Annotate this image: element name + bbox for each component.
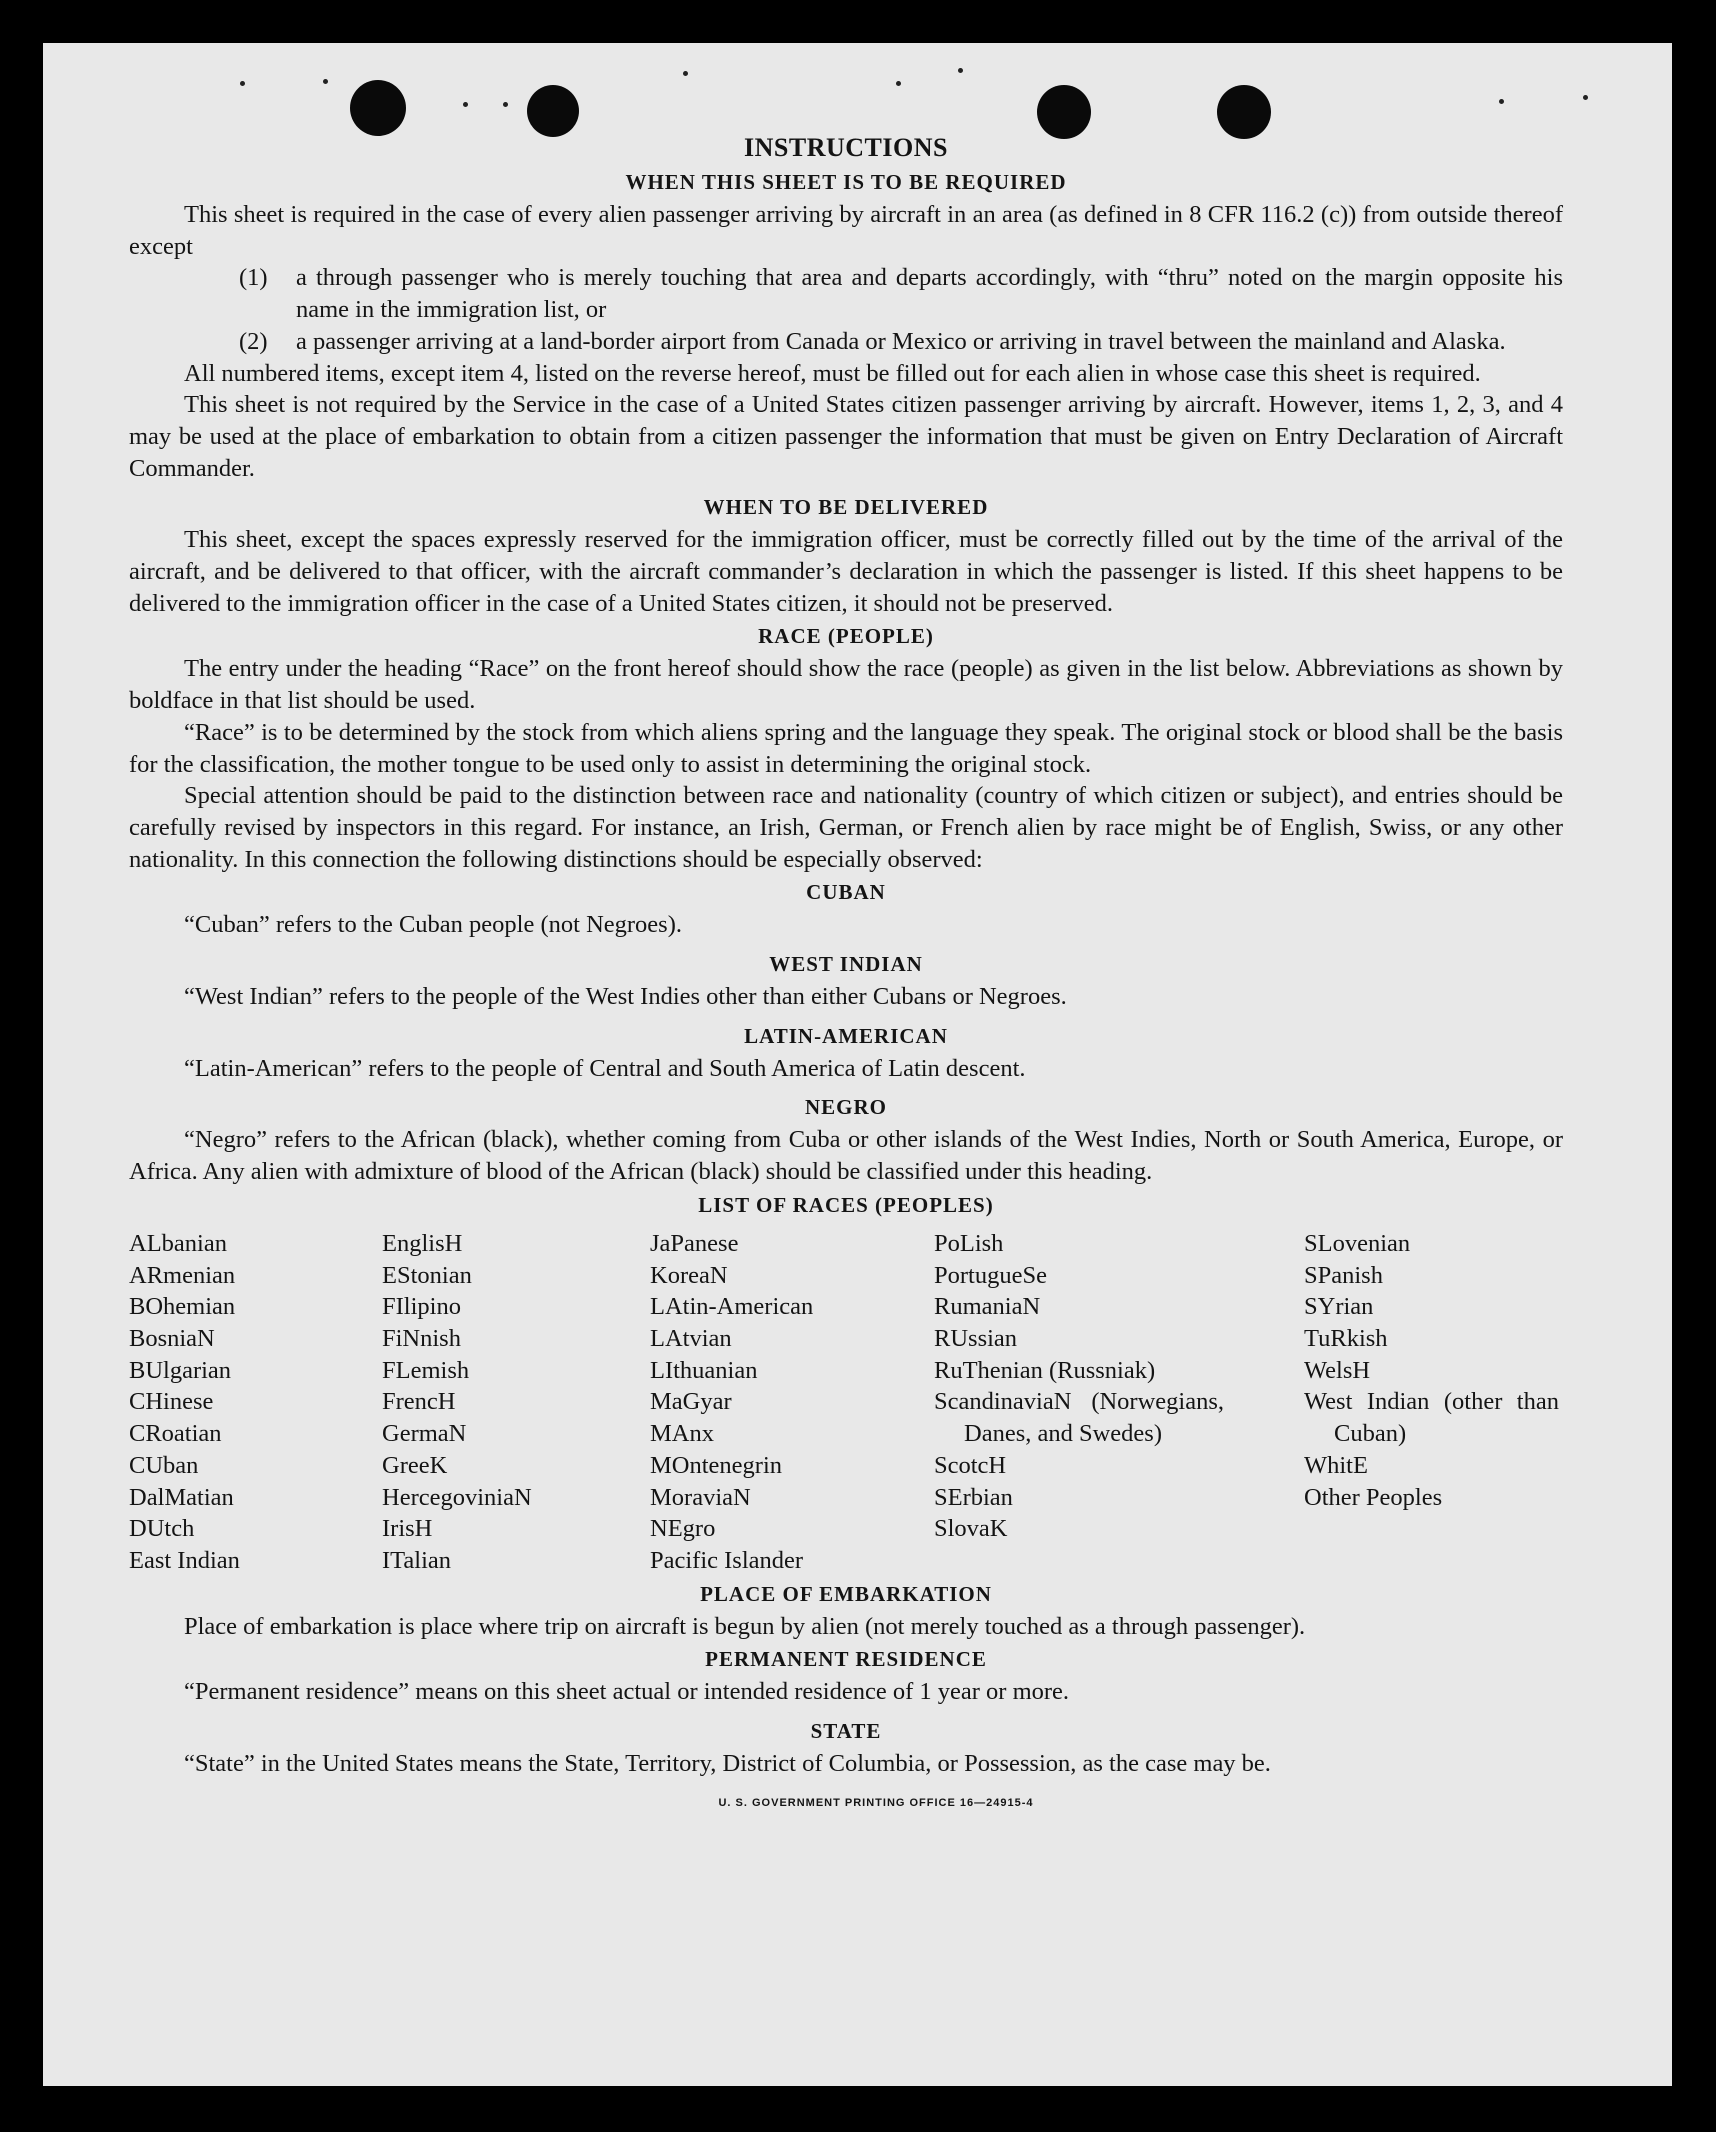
race-entry: BosniaN — [129, 1324, 215, 1352]
race-entry: SErbian — [934, 1483, 1013, 1511]
race-entry: SPanish — [1304, 1261, 1383, 1289]
race-entry: JaPanese — [650, 1229, 739, 1257]
race-entry: HercegoviniaN — [382, 1483, 532, 1511]
race-entry: ScandinaviaN (Norwegians, Danes, and Swedes) — [934, 1388, 1224, 1448]
race-entry: LIthuanian — [650, 1356, 758, 1384]
races-column — [129, 1228, 382, 1577]
race-entry: ITalian — [382, 1546, 452, 1574]
cuban-text: “Cuban” refers to the Cuban people (not Negroes). — [184, 911, 682, 939]
races-column — [934, 1228, 1224, 1577]
latin-american-text: “Latin-American” refers to the people of Central and South America of Latin descent. — [184, 1054, 1026, 1082]
race-entry: SLovenian — [1304, 1229, 1411, 1257]
state-text: “State” in the United States means the State, Territory, District of Columbia, or Possession, as the case may be. — [184, 1750, 1271, 1778]
section-heading-negro: NEGRO — [804, 1095, 887, 1120]
exception-number: (2) — [239, 327, 268, 355]
section-heading-state: STATE — [810, 1719, 882, 1744]
speck — [240, 81, 245, 86]
races-list — [129, 1228, 1563, 1577]
race-entry: EStonian — [382, 1261, 472, 1289]
section-heading-residence: PERMANENT RESIDENCE — [705, 1647, 987, 1672]
section-heading-when-delivered: WHEN TO BE DELIVERED — [703, 495, 989, 520]
speck — [323, 79, 328, 84]
punch-hole — [350, 80, 406, 136]
section-heading-list-of-races: LIST OF RACES (PEOPLES) — [698, 1192, 994, 1217]
race-entry: DalMatian — [129, 1483, 234, 1511]
race-entry: FLemish — [382, 1356, 470, 1384]
race-entry: CRoatian — [129, 1420, 222, 1448]
race-entry: GermaN — [382, 1420, 467, 1448]
race-entry: KoreaN — [650, 1261, 728, 1289]
section-heading-cuban: CUBAN — [806, 880, 886, 905]
race-entry: FIlipino — [382, 1293, 461, 1321]
race-entry: MoraviaN — [650, 1483, 751, 1511]
race-entry: IrisH — [382, 1515, 433, 1543]
race-entry: RUssian — [934, 1324, 1018, 1352]
section-heading-embarkation: PLACE OF EMBARKATION — [700, 1581, 992, 1606]
speck — [1583, 95, 1588, 100]
race-paragraph-1: The entry under the heading “Race” on the front hereof should show the race (people) as given in the list below. Abbreviations as shown by boldface in that list should be used. — [129, 655, 1563, 715]
race-entry: RumaniaN — [934, 1293, 1041, 1321]
west-indian-text: “West Indian” refers to the people of the West Indies other than either Cubans or Negroes. — [184, 983, 1067, 1011]
race-entry: MaGyar — [650, 1388, 732, 1416]
exception-item-1 — [129, 262, 1563, 325]
exception-text: a passenger arriving at a land-border airport from Canada or Mexico or arriving in travel between the mainland and Alaska. — [296, 327, 1506, 355]
residence-text: “Permanent residence” means on this sheet actual or intended residence of 1 year or more. — [184, 1678, 1070, 1706]
speck — [503, 102, 508, 107]
race-entry: FrencH — [382, 1388, 456, 1416]
race-entry: RuThenian (Russniak) — [934, 1356, 1156, 1384]
race-entry: WelsH — [1304, 1356, 1371, 1384]
race-paragraph-2: “Race” is to be determined by the stock from which aliens spring and the language they speak. The original stock or blood shall be the basis for the classification, the mother tongue to be used only to assist in determining the original stock. — [129, 718, 1563, 778]
speck — [1499, 99, 1504, 104]
race-entry: PortugueSe — [934, 1261, 1047, 1289]
race-entry: WhitE — [1304, 1451, 1368, 1479]
race-entry: ScotcH — [934, 1451, 1007, 1479]
race-entry: ALbanian — [129, 1229, 227, 1257]
race-entry: MAnx — [650, 1420, 714, 1448]
negro-text: “Negro” refers to the African (black), whether coming from Cuba or other islands of the West Indies, North or South America, Europe, or Africa. Any alien with admixture of blood of the African (black) should be classified under this heading. — [129, 1126, 1563, 1186]
page-title: INSTRUCTIONS — [744, 133, 948, 162]
races-column — [382, 1228, 650, 1577]
race-entry: Other Peoples — [1304, 1483, 1443, 1511]
race-entry: CUban — [129, 1451, 199, 1479]
printer-imprint: U. S. GOVERNMENT PRINTING OFFICE 16—24915-4 — [718, 1796, 1034, 1809]
race-entry: LAtvian — [650, 1324, 732, 1352]
exception-number: (1) — [239, 264, 268, 292]
section-heading-race: RACE (PEOPLE) — [758, 624, 934, 649]
when-required-intro: This sheet is required in the case of every alien passenger arriving by aircraft in an area (as defined in 8 CFR 116.2 (c)) from outside thereof except — [129, 201, 1563, 260]
document-content — [129, 131, 1563, 1819]
speck — [958, 68, 963, 73]
section-heading-when-required: WHEN THIS SHEET IS TO BE REQUIRED — [625, 170, 1067, 194]
race-entry: FiNnish — [382, 1324, 461, 1352]
race-entry: SlovaK — [934, 1515, 1008, 1543]
race-entry: NEgro — [650, 1515, 716, 1543]
race-entry: EnglisH — [382, 1229, 463, 1257]
document-sheet — [43, 43, 1672, 2086]
exception-text: a through passenger who is merely touching that area and departs accordingly, with “thru” noted on the margin opposite his name in the immigration list, or — [296, 264, 1563, 324]
race-entry: ARmenian — [129, 1261, 236, 1289]
punch-hole — [527, 85, 579, 137]
race-entry: East Indian — [129, 1546, 240, 1574]
races-column — [1304, 1228, 1559, 1577]
race-entry: BOhemian — [129, 1293, 236, 1321]
race-entry: West Indian (other than Cuban) — [1304, 1388, 1559, 1448]
when-required-paragraph-3: This sheet is not required by the Service in the case of a United States citizen passenger arriving by aircraft. However, items 1, 2, 3, and 4 may be used at the place of embarkation to obtain from a citizen passenger the information that must be given on Entry Declaration of Aircraft Commander. — [129, 391, 1563, 482]
race-entry: BUlgarian — [129, 1356, 232, 1384]
races-column — [650, 1228, 934, 1577]
speck — [896, 81, 901, 86]
speck — [683, 71, 688, 76]
race-entry: TuRkish — [1304, 1324, 1388, 1352]
speck — [463, 102, 468, 107]
when-required-paragraph-2: All numbered items, except item 4, listed on the reverse hereof, must be filled out for each alien in whose case this sheet is required. — [184, 359, 1481, 387]
section-heading-west-indian: WEST INDIAN — [769, 952, 923, 977]
race-entry: PoLish — [934, 1229, 1004, 1257]
race-paragraph-3: Special attention should be paid to the distinction between race and nationality (country of which citizen or subject), and entries should be carefully revised by inspectors in this regard. For instance, an Irish, German, or French alien by race might be of English, Swiss, or any other nationality. In this connection the following distinctions should be especially observed: — [129, 782, 1563, 873]
race-entry: GreeK — [382, 1451, 448, 1479]
when-delivered-text: This sheet, except the spaces expressly reserved for the immigration officer, must be correctly filled out by the time of the arrival of the aircraft, and be delivered to that officer, with the aircraft commander’s declaration in which the passenger is listed. If this sheet happens to be delivered to the immigration officer in the case of a United States citizen, it should not be preserved. — [129, 526, 1563, 617]
section-heading-latin-american: LATIN-AMERICAN — [744, 1023, 948, 1048]
race-entry: DUtch — [129, 1515, 195, 1543]
exception-item-2 — [129, 326, 1563, 358]
race-entry: SYrian — [1304, 1293, 1374, 1321]
race-entry: CHinese — [129, 1388, 214, 1416]
race-entry: Pacific Islander — [650, 1546, 804, 1574]
embarkation-text: Place of embarkation is place where trip on aircraft is begun by alien (not merely touched as a through passenger). — [184, 1612, 1306, 1640]
race-entry: MOntenegrin — [650, 1451, 782, 1479]
race-entry: LAtin-American — [650, 1293, 814, 1321]
